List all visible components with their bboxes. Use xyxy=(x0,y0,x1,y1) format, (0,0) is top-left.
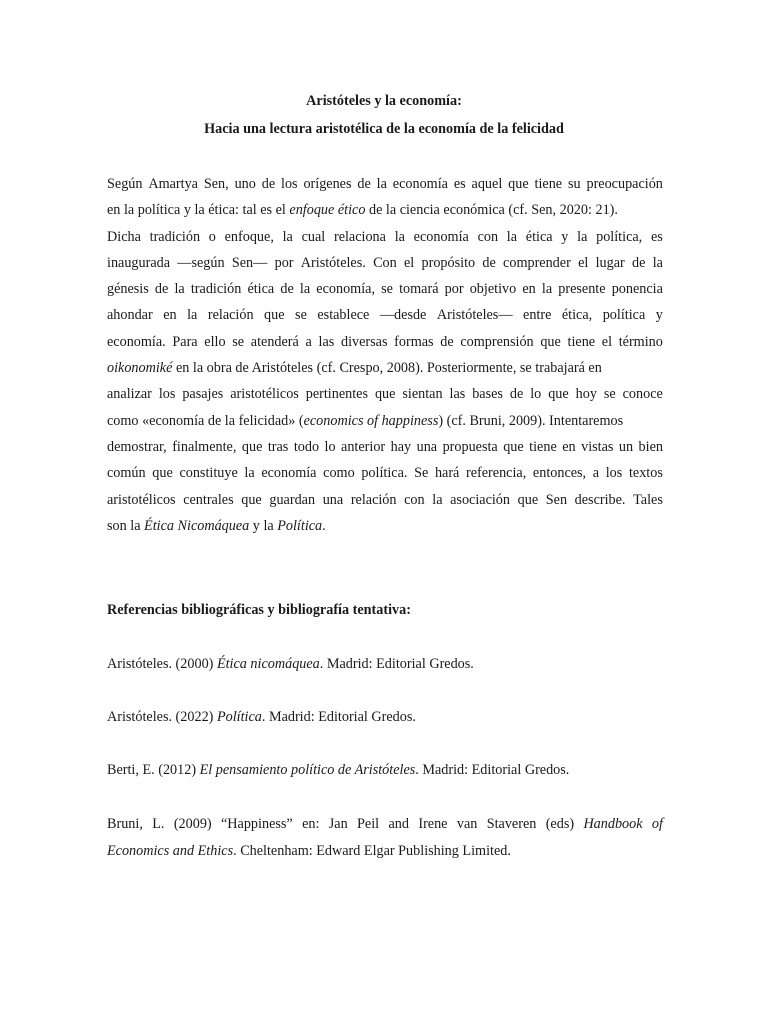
paragraph-line: inaugurada —según Sen— por Aristóteles. Con el propósito de comprender el lugar de la xyxy=(107,254,663,271)
reference-entry: Berti, E. (2012) El pensamiento político de Aristóteles. Madrid: Editorial Gredos. xyxy=(107,762,570,778)
paragraph-line: demostrar, finalmente, que tras todo lo anterior hay una propuesta que tiene en vistas un bien xyxy=(107,438,663,455)
italic-term: enfoque ético xyxy=(289,202,366,219)
reference-entry: Aristóteles. (2000) Ética nicomáquea. Madrid: Editorial Gredos. xyxy=(107,656,474,672)
paragraph-line: son la Ética Nicomáquea y la Política. xyxy=(107,517,326,534)
paragraph-line: ahondar en la relación que se establece —desde Aristóteles— entre ética, política y xyxy=(107,307,663,324)
reference-line: Economics and Ethics. Cheltenham: Edward Elgar Publishing Limited. xyxy=(107,842,511,859)
intro-paragraph xyxy=(107,171,663,539)
document-title: Aristóteles y la economía: xyxy=(306,93,462,109)
italic-term: Política xyxy=(277,517,323,534)
paragraph-line: Dicha tradición o enfoque, la cual relaciona la economía con la ética y la política, es xyxy=(107,228,663,245)
reference-line: Bruni, L. (2009) “Happiness” en: Jan Peil and Irene van Staveren (eds) Handbook of xyxy=(107,811,663,838)
reference-title: El pensamiento político de Aristóteles xyxy=(199,762,416,778)
paragraph-line: Según Amartya Sen, uno de los orígenes de la economía es aquel que tiene su preocupación xyxy=(107,176,663,192)
paragraph-line: economía. Para ello se atenderá a las diversas formas de comprensión que tiene el término xyxy=(107,333,663,350)
paragraph-line: en la política y la ética: tal es el enfoque ético de la ciencia económica (cf. Sen, 2020: 21). xyxy=(107,202,618,219)
reference-title: Política xyxy=(216,709,262,725)
reference-title: of xyxy=(651,816,663,832)
paragraph-line: oikonomiké en la obra de Aristóteles (cf. Crespo, 2008). Posteriormente, se trabajará en xyxy=(107,360,602,377)
references-heading: Referencias bibliográficas y bibliografía tentativa: xyxy=(107,602,411,618)
paragraph-line: génesis de la tradición ética de la economía, se tomará por objetivo en la presente ponencia xyxy=(107,281,663,298)
reference-title: Handbook xyxy=(583,816,643,832)
reference-title: Economics and Ethics xyxy=(107,842,234,859)
paragraph-line: común que constituye la economía como política. Se hará referencia, entonces, a los textos xyxy=(107,465,663,482)
italic-term: oikonomiké xyxy=(107,360,173,377)
paragraph-line: aristotélicos centrales que guardan una relación con la asociación que Sen describe. Tales xyxy=(107,491,663,508)
italic-term: Ética Nicomáquea xyxy=(144,517,250,534)
reference-entry xyxy=(107,811,663,864)
document-subtitle: Hacia una lectura aristotélica de la economía de la felicidad xyxy=(204,121,564,137)
paragraph-line: analizar los pasajes aristotélicos pertinentes que sientan las bases de lo que hoy se conoce xyxy=(107,386,663,403)
paragraph-line: como «economía de la felicidad» (economics of happiness) (cf. Bruni, 2009). Intentaremos xyxy=(107,412,624,429)
italic-term: economics of happiness xyxy=(303,412,439,429)
reference-title: Ética nicomáquea xyxy=(216,656,320,672)
reference-entry: Aristóteles. (2022) Política. Madrid: Editorial Gredos. xyxy=(107,709,416,725)
